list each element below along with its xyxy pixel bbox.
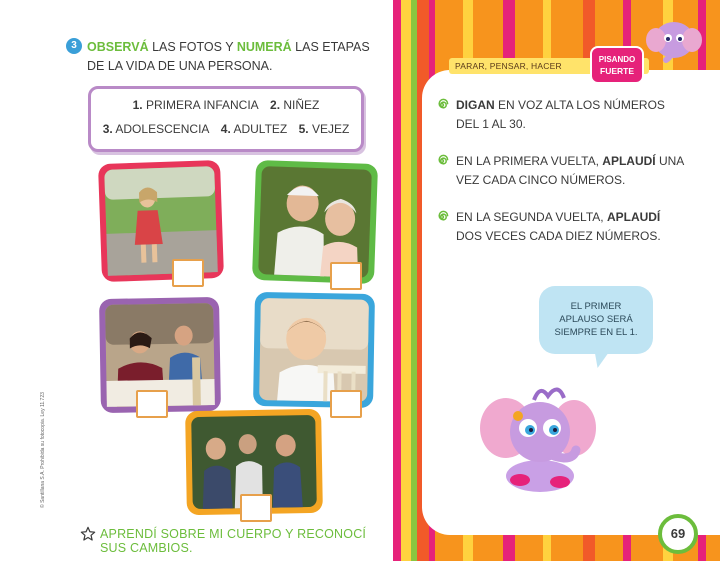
bullet-3-bold: APLAUDÍ (606, 210, 661, 224)
stage-4-label: ADULTEZ (233, 122, 288, 136)
stage-5-number: 5. (298, 122, 309, 136)
bullet-2-pre: EN LA PRIMERA VUELTA, (456, 154, 603, 168)
page-number: 69 (658, 514, 698, 554)
spiral-bullet-icon (435, 154, 449, 168)
bullet-1-text (456, 96, 686, 134)
elephant-mascot-top-icon (644, 8, 704, 68)
spiral-bullet-icon (435, 210, 449, 224)
bullet-3-pre: EN LA SEGUNDA VUELTA, (456, 210, 607, 224)
bullet-2-rest: UNA VEZ CADA CINCO NÚMEROS. (456, 154, 684, 187)
spiral-bullet-icon (435, 98, 449, 112)
self-assessment-text: APRENDÍ SOBRE MI CUERPO Y RECONOCÍ SUS CAMBIOS. (100, 527, 367, 555)
answer-box-photo-elderly[interactable] (330, 262, 362, 290)
stage-5-label: VEJEZ (311, 122, 350, 136)
bullet-3-rest: DOS VECES CADA DIEZ NÚMEROS. (456, 229, 661, 243)
bullet-2-text (456, 152, 686, 190)
answer-box-photo-baby[interactable] (330, 390, 362, 418)
bullet-3-text (456, 208, 686, 246)
answer-box-photo-teens[interactable] (240, 494, 272, 522)
instruction-verb-observa: OBSERVÁ (87, 40, 149, 54)
badge-line-2: FUERTE (600, 66, 634, 76)
stage-3-number: 3. (102, 122, 113, 136)
photo-child-frame (98, 160, 224, 282)
instruction-verb-numera: NUMERÁ (236, 40, 292, 54)
speech-bubble (539, 286, 653, 354)
instruction-text-2: LAS ETAPAS DE LA VIDA DE UNA PERSONA. (87, 40, 370, 73)
bubble-line-3: SIEMPRE EN EL 1. (554, 327, 638, 338)
instruction-text-1: LAS FOTOS Y (148, 40, 237, 54)
stage-1-number: 1. (132, 98, 143, 112)
bullet-2-bold: APLAUDÍ (602, 154, 656, 168)
star-icon (80, 526, 96, 542)
bullet-1-bold: DIGAN (456, 98, 495, 112)
section-banner: PARAR, PENSAR, HACER (449, 58, 649, 74)
photo-child-image (98, 160, 224, 282)
bubble-line-1: EL PRIMER (570, 301, 622, 312)
stages-line-1 (91, 98, 361, 112)
badge-line-1: PISANDO (598, 55, 636, 64)
stages-line-2 (91, 122, 361, 136)
stage-3-label: ADOLESCENCIA (115, 122, 210, 136)
exercise-instruction (87, 38, 377, 76)
answer-box-photo-child[interactable] (172, 259, 204, 287)
bubble-line-2: APLAUSO SERÁ (559, 314, 633, 325)
bullet-1-rest: EN VOZ ALTA LOS NÚMEROS DEL 1 AL 30. (456, 98, 665, 131)
copyright-notice: © Santillana S.A. Prohibida su fotocopia. Ley 11.723 (40, 392, 46, 508)
stage-2-label: NIÑEZ (283, 98, 320, 112)
stages-box (88, 86, 364, 152)
answer-box-photo-adults[interactable] (136, 390, 168, 418)
exercise-number-badge: 3 (66, 38, 82, 54)
stage-4-number: 4. (220, 122, 231, 136)
section-badge (590, 46, 644, 84)
elephant-mascot-icon (478, 378, 602, 496)
stage-2-number: 2. (270, 98, 281, 112)
stage-1-label: PRIMERA INFANCIA (145, 98, 259, 112)
